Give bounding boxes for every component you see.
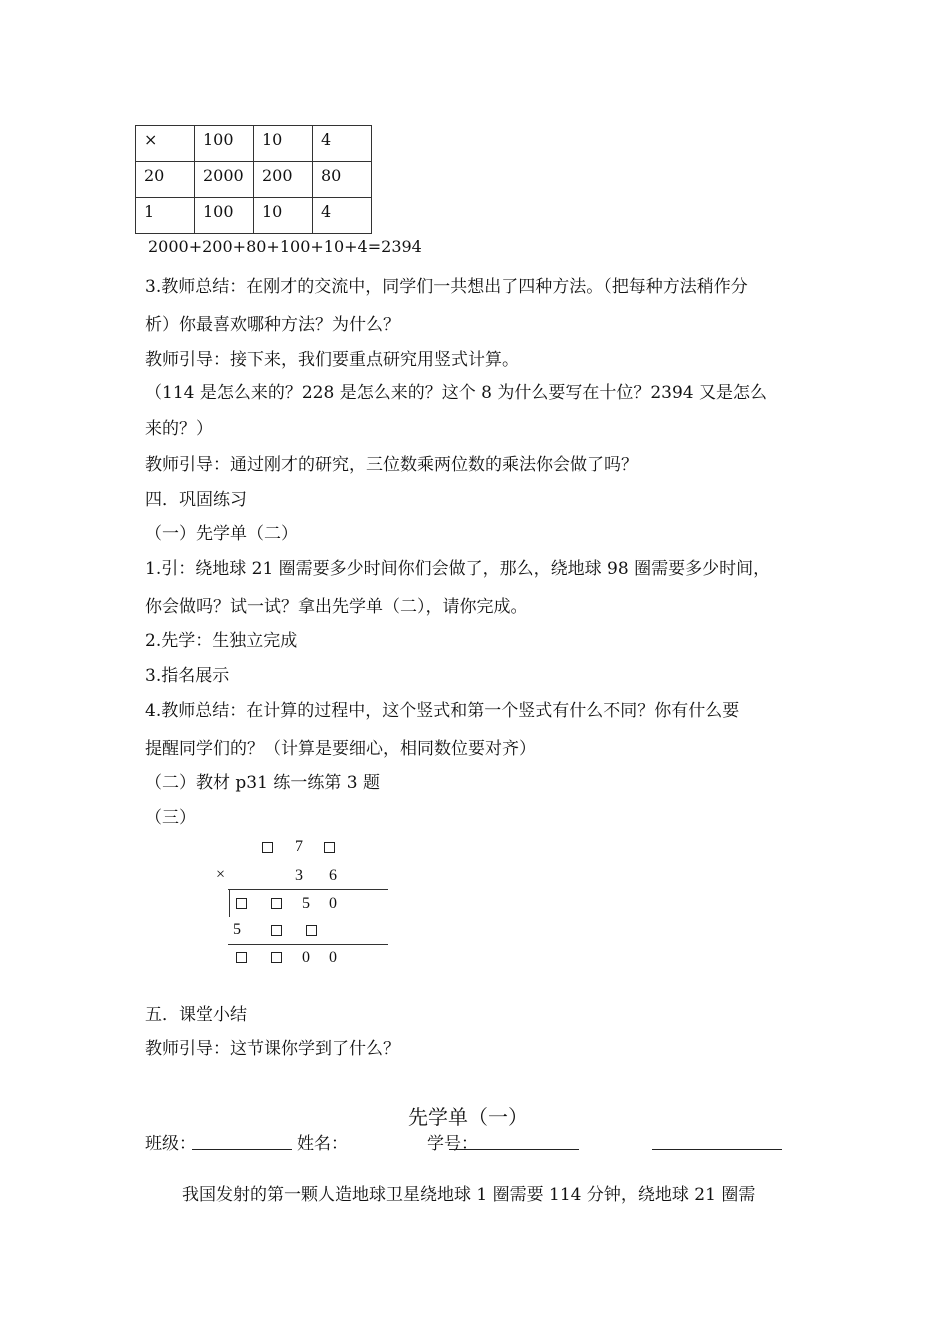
calc-divider (228, 944, 388, 945)
blank-box (324, 842, 335, 853)
text-line: （一）先学单（二） (145, 524, 298, 544)
text-line: 4.教师总结：在计算的过程中，这个竖式和第一个竖式有什么不同？你有什么要 (145, 701, 740, 721)
calc-digit: 5 (302, 895, 310, 912)
calc-digit: 0 (329, 895, 337, 912)
blank-box (271, 925, 282, 936)
sheet-title: 先学单（一） (408, 1105, 528, 1129)
table-cell: 1 (136, 198, 195, 234)
name-label: 姓名： (297, 1134, 348, 1154)
calc-divider (228, 889, 388, 890)
text-line: 3.教师总结：在刚才的交流中，同学们一共想出了四种方法。（把每种方法稍作分 (145, 277, 748, 297)
blank-box (262, 842, 273, 853)
times-sign: × (216, 866, 226, 883)
text-line: 析）你最喜欢哪种方法？为什么？ (145, 315, 400, 335)
text-line: 教师引导：通过刚才的研究，三位数乘两位数的乘法你会做了吗？ (145, 455, 638, 475)
table-cell: 200 (254, 162, 313, 198)
table-cell: 10 (254, 126, 313, 162)
table-cell: 100 (195, 198, 254, 234)
text-line: 来的？） (145, 419, 213, 439)
blank-box (236, 898, 247, 909)
text-line: 3.指名展示 (145, 666, 230, 686)
calc-digit: 7 (295, 838, 303, 855)
sum-line: 2000+200+80+100+10+4=2394 (148, 237, 422, 256)
extra-field[interactable] (652, 1149, 782, 1150)
text-line: 2.先学：生独立完成 (145, 631, 298, 651)
table-cell: × (136, 126, 195, 162)
blank-box (236, 952, 247, 963)
calc-digit: 6 (329, 867, 337, 884)
text-line: 提醒同学们的？（计算是要细心，相同数位要对齐） (145, 739, 536, 759)
calc-digit: 0 (302, 949, 310, 966)
calc-digit: 3 (295, 867, 303, 884)
section-heading: 五．课堂小结 (145, 1005, 247, 1025)
multiplication-table (135, 125, 372, 234)
blank-box (271, 898, 282, 909)
table-row (136, 198, 372, 234)
class-label: 班级： (145, 1134, 196, 1154)
text-line: 你会做吗？试一试？拿出先学单（二），请你完成。 (145, 597, 528, 617)
text-line: （114 是怎么来的？228 是怎么来的？这个 8 为什么要写在十位？2394 又是怎么 (145, 383, 767, 403)
table-cell: 4 (313, 198, 372, 234)
table-cell: 100 (195, 126, 254, 162)
number-field[interactable] (449, 1149, 579, 1150)
text-line: 1.引：绕地球 21 圈需要多少时间你们会做了，那么，绕地球 98 圈需要多少时间， (145, 559, 771, 579)
blank-box (271, 952, 282, 963)
table-row (136, 162, 372, 198)
table-cell: 80 (313, 162, 372, 198)
table-cell: 4 (313, 126, 372, 162)
text-line: （三） (145, 808, 196, 828)
blank-box (306, 925, 317, 936)
table-row (136, 126, 372, 162)
calc-digit: 0 (329, 949, 337, 966)
section-heading: 四．巩固练习 (145, 490, 247, 510)
table-cell: 20 (136, 162, 195, 198)
calc-divider (229, 889, 230, 917)
table-cell: 10 (254, 198, 313, 234)
class-field[interactable] (192, 1149, 292, 1150)
worksheet-paragraph: 我国发射的第一颗人造地球卫星绕地球 1 圈需要 114 分钟，绕地球 21 圈需 (182, 1185, 756, 1205)
calc-digit: 5 (233, 921, 241, 938)
text-line: （二）教材 p31 练一练第 3 题 (145, 773, 380, 793)
table-cell: 2000 (195, 162, 254, 198)
text-line: 教师引导：接下来，我们要重点研究用竖式计算。 (145, 350, 519, 370)
number-label: 学号： (427, 1134, 478, 1154)
text-line: 教师引导：这节课你学到了什么？ (145, 1039, 400, 1059)
